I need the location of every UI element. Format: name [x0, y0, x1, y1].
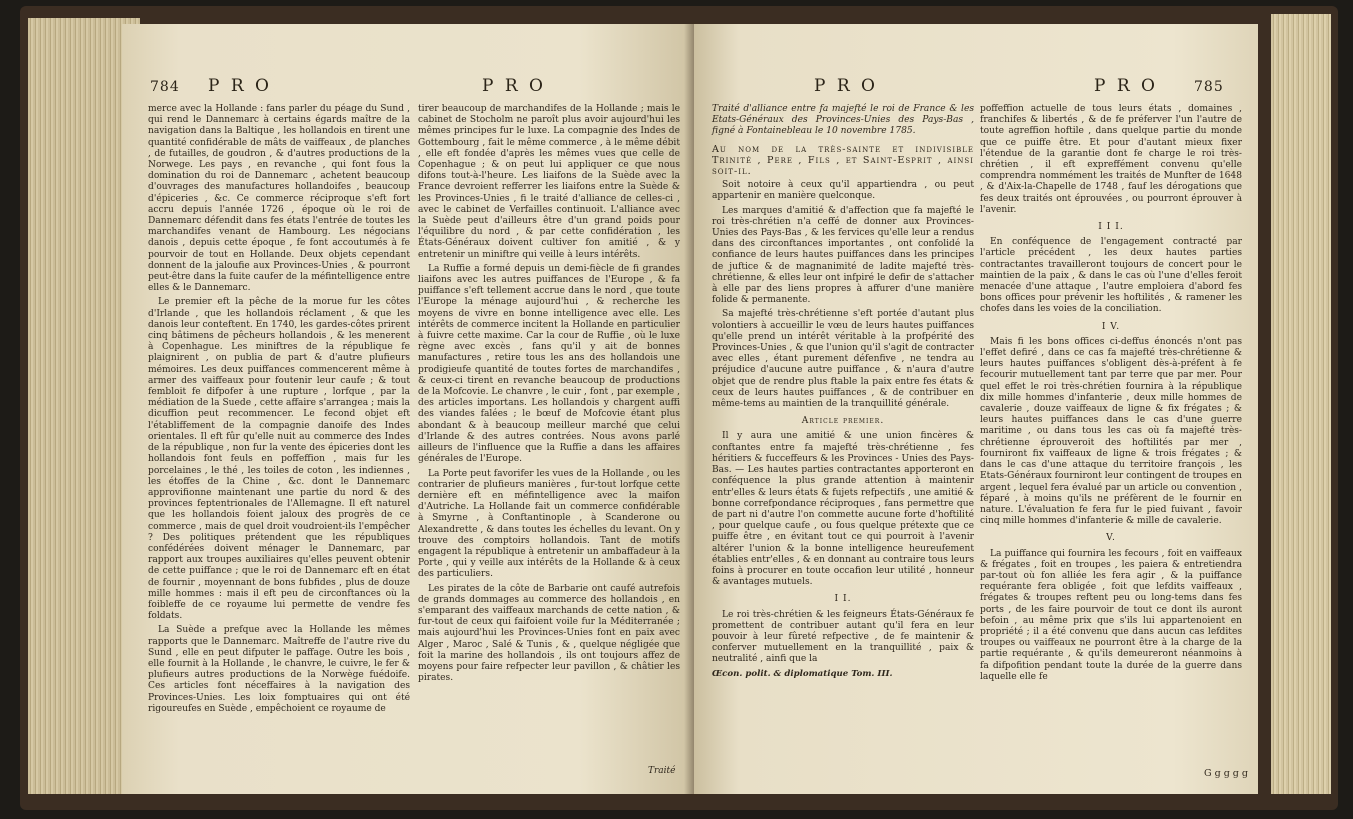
catchword: Traité [648, 766, 676, 776]
footer-note: Œcon. polit. & diplomatique Tom. III. [712, 668, 893, 679]
paragraph: En conféquence de l'engagement contracté par l'article précédent , les deux hautes parties contractantes travailleront toujours de concert pour le maintien de la paix , & dans le cas où l'une d'elles feroit menacée d'une attaque , l'autre emploiera d'abord fes bons offices pour prévenir les hoftilités , & ramener les chofes dans les voies de la conciliation. [980, 237, 1242, 315]
left-column-1 [148, 104, 410, 718]
treaty-title: Traité d'alliance entre fa majefté le roi de France & les Etats-Généraux des Provinces-Unies des Pays-Bas , figné à Fontainebleau le 10 novembre 1785. [712, 104, 974, 137]
right-column-2 [980, 104, 1242, 686]
paragraph: merce avec la Hollande : fans parler du péage du Sund , qui rend le Dannemarc à certains égards maître de la navigation dans la Baltique , les hollandois en tirent une quantité confidérable de mâts de vaiffeaux , de planches , de futailles, de goudron , & d'autres productions de la Norwege. Les pays , en revanche , qui font fous la domination du roi de Dannemarc , achetent beaucoup d'ouvrages des manufactures hollandoifes , beaucoup d'épiceries , &c. Ce commerce réciproque s'eft fort accru depuis l'année 1726 , époque où le roi de Dannemarc défendit dans fes états l'entrée de toutes les marchandifes venant de Hambourg. Les négocians danois , depuis cette époque , fe font accoutumés à fe pourvoir de tout en Hollande. Deux objets cependant donnent de la jaloufie aux Provinces-Unies , & pourront peut-être dans la fuite caufer de la méfintelligence entre elles & le Dannemarc. [148, 104, 410, 294]
paragraph: La Ruffie a formé depuis un demi-fiècle de fi grandes liaifons avec les autres puiffances de l'Europe , & fa puiffance s'eft tellement accrue dans le nord , que toute l'Europe la ménage aujourd'hui , & recherche les moyens de vivre en bonne intelligence avec elle. Les intérêts de commerce incitent la Hollande en particulier à fuivre cette maxime. Car la cour de Ruffie , où le luxe règne avec excès , fans qu'il y ait de bonnes manufactures , retire tous les ans des hollandois une prodigieufe quantité de toutes fortes de marchandifes , & ceux-ci tirent en revanche beaucoup de productions de la Mofcovie. Le chanvre , le cuir , font , par exemple , des articles importans. Les hollandois y chargent auffi des viandes falées ; le bœuf de Mofcovie étant plus abondant & à beaucoup meilleur marché que celui d'Irlande & des autres contrées. Nous avons parlé ailleurs de l'influence que la Ruffie a dans les affaires générales de l'Europe. [418, 263, 680, 465]
left-running-head-center: P R O [482, 76, 546, 96]
right-page-folio: 785 [1194, 79, 1224, 95]
paragraph: La Suède a prefque avec la Hollande les mêmes rapports que le Dannemarc. Maîtreffe de l'autre rive du Sund , elle en peut difputer le paffage. Outre les bois , elle fournit à la Hollande , le chanvre, le cuivre, le fer & plufieurs autres productions de la Norwège fuédoife. Ces articles font néceffaires à la navigation des Provinces-Unies. Les loix fomptuaires qui ont été rigoureufes en Suède , empêchoient ce royaume de [148, 625, 410, 714]
paragraph: Soit notoire à ceux qu'il appartiendra , ou peut appartenir en manière quelconque. [712, 180, 974, 202]
left-running-head: P R O [208, 76, 272, 96]
paragraph: Le roi très-chrétien & les feigneurs États-Généraux fe promettent de contribuer autant qu'il fera en leur pouvoir à leur fûreté refpective , de fe maintenir & conferver mutuellement en la tranquillité , paix & neutralité , ainfi que la [712, 609, 974, 665]
treaty-invocation: Au nom de la très-sainte et indivisible Trinité , Pere , Fils , et Saint-Esprit , ainsi soit-il. [712, 143, 974, 178]
right-page-edges [1271, 14, 1331, 794]
paragraph: Les pirates de la côte de Barbarie ont caufé autrefois de grands dommages au commerce des hollandois , en s'emparant des vaiffeaux marchands de cette nation , & fur-tout de ceux qui faifoient voile fur la Méditerranée ; mais aujourd'hui les Provinces-Unies font en paix avec Alger , Maroc , Salé & Tunis , & , quelque négligée que foit la marine des hollandois , ils ont toujours affez de moyens pour faire refpecter leur pavillon , & châtier les pirates. [418, 583, 680, 684]
paragraph: Le premier eft la pêche de la morue fur les côtes d'Irlande , que les hollandois réclament , & que les danois leur conteftent. En 1740, les gardes-côtes prirent cinq bâtimens de pêcheurs hollandois , & les menerent à Copenhague. Les miniftres de la république fe plaignirent , on publia de part & d'autre plufieurs mémoires. Les deux puiffances commencerent même à armer des vaiffeaux pour foutenir leur caufe ; & tout fembloit fe difpofer à une rupture , lorfque , par la médiation de la Suede , cette affaire s'arrangea ; mais la dicuffion peut recommencer. Le fecond objet eft l'établiffement de la compagnie danoife des Indes orientales. Il eft fûr qu'elle nuit au commerce des Indes de la république , non fur la vente des épiceries dont les hollandois font feuls en poffeffion , mais fur les porcelaines , le thé , les toiles de coton , les indiennes , les étoffes de la Chine , &c. dont le Dannemarc approvifionne maintenant une partie du nord & des provinces feptentrionales de l'Allemagne. Il eft naturel que les hollandois foient jaloux des progrès de ce commerce , mais de quel droit voudroient-ils l'empêcher ? Des politiques prétendent que les républiques confédérées doivent ménager le Dannemarc, par rapport aux troupes auxiliaires qu'elles peuvent obtenir de cette puiffance ; que le roi de Dannemarc eft en état de fournir , moyennant de bons fubfides , plus de douze mille hommes : mais il eft peu de circonftances où la foibleffe de ce royaume lui permette de vendre fes foldats. [148, 297, 410, 622]
article-heading: Article premier. [801, 416, 885, 427]
article-heading: I I. [834, 594, 852, 605]
left-column-2 [418, 104, 680, 687]
right-running-head-center: P R O [814, 76, 878, 96]
signature-mark: G g g g g [1204, 768, 1248, 779]
paragraph: Les marques d'amitié & d'affection que fa majefté le roi très-chrétien n'a ceffé de donner aux Provinces-Unies des Pays-Bas , & les fervices qu'elle leur a rendus dans des circonftances importantes , ont confolidé la confiance de leurs hautes puiffances dans les principes de juftice & de magnanimité de ladite majefté très-chrétienne, & elles leur ont infpiré le defir de s'attacher à elle par des liens propres à affurer d'une manière folide & permanente. [712, 205, 974, 306]
paragraph: poffeffion actuelle de tous leurs états , domaines , franchifes & libertés , & de fe préferver l'un l'autre de toute agreffion hoftile , dans quelque partie du monde que ce puiffe être. Et pour d'autant mieux fixer l'étendue de la garantie dont fe charge le roi très-chrétien , il eft expreffément convenu qu'elle comprendra nommément les traités de Munfter de 1648 , & d'Aix-la-Chapelle de 1748 , fauf les dérogations que fes deux traités ont éprouvées , ou pourront éprouver à l'avenir. [980, 104, 1242, 215]
right-page [694, 24, 1258, 794]
paragraph: La Porte peut favorifer les vues de la Hollande , ou les contrarier de plufieurs manières , fur-tout lorfque cette dernière eft en méfintelligence avec la maifon d'Autriche. La Hollande fait un commerce confidérable à Smyrne , à Conftantinople , à Scanderone ou Alexandrette , & dans toutes les échelles du levant. On y trouve des comptoirs hollandois. Tant de motifs engagent la république à entretenir un ambaffadeur à la Porte , qui y veille aux intérêts de la Hollande & à ceux des particuliers. [418, 468, 680, 580]
right-column-1 [712, 104, 974, 683]
paragraph: Mais fi les bons offices ci-deffus énoncés n'ont pas l'effet defiré , dans ce cas fa majefté très-chrétienne & leurs hautes puiffances s'obligent dès-à-préfent à fe fecourir mutuellement tant par terre que par mer. Pour quel effet le roi très-chrétien fournira à la république dix mille hommes d'infanterie , deux mille hommes de cavalerie , douze vaiffeaux de ligne & fix frégates ; & leurs hautes puiffances dans le cas d'une guerre maritime , ou dans tous les cas où fa majefté très-chrétienne éprouveroit des hoftilités par mer , fourniront fix vaiffeaux de ligne & trois frégates ; & dans le cas d'une attaque du territoire françois , les Etats-Généraux fourniront leur contingent de troupes en argent , lequel fera évalué par un article ou convention , féparé , à moins qu'ils ne préfèrent de le fournir en nature. L'évaluation fe fera fur le pied fuivant , favoir cinq mille hommes d'infanterie & mille de cavalerie. [980, 336, 1242, 527]
right-running-head: P R O [1094, 76, 1158, 96]
left-page [122, 24, 694, 794]
article-heading: I I I. [1098, 222, 1124, 233]
article-heading: V. [1106, 533, 1116, 544]
article-heading: I V. [1101, 321, 1121, 332]
paragraph: Sa majefté très-chrétienne s'eft portée d'autant plus volontiers à accueillir le vœu de leurs hautes puiffances qu'elle prend un intérêt véritable à la profpérité des Provinces-Unies , & que l'union qu'il s'agit de contracter avec elles , étant purement défenfive , ne tendra au préjudice d'aucune autre puiffance , & n'aura d'autre objet que de rendre plus ftable la paix entre fes états & ceux de leurs hautes puiffances , & de contribuer en même-tems au maintien de la tranquillité générale. [712, 309, 974, 410]
paragraph: La puiffance qui fournira les fecours , foit en vaiffeaux & frégates , foit en troupes , les paiera & entretiendra par-tout où fon alliée les fera agir , & la puiffance requérante fera obligée , foit que lefdits vaiffeaux , frégates & troupes reftent peu ou long-tems dans fes ports , de les faire pourvoir de tout ce dont ils auront befoin , au même prix que s'ils lui appartenoient en propriété ; il a été convenu que dans aucun cas lefdites troupes ou vaiffeaux ne pourront être à la charge de la partie requérante , & qu'ils demeureront néanmoins à fa difpofition pendant toute la durée de la guerre dans laquelle elle fe [980, 548, 1242, 682]
left-page-folio: 784 [150, 79, 180, 95]
paragraph: Il y aura une amitié & une union fincères & conftantes entre fa majefté très-chrétienne , fes héritiers & fucceffeurs & les Provinces - Unies des Pays-Bas. — Les hautes parties contractantes apporteront en conféquence la plus grande attention à maintenir entr'elles & leurs états & fujets refpectifs , une amitié & bonne correfpondance réciproques , fans permettre que de part ni d'autre l'on commette aucune forte d'hoftilité , pour quelque caufe , ou fous quelque prétexte que ce puiffe être , en évitant tout ce qui pourroit à l'avenir altérer l'union & la bonne intelligence heureufement établies entr'elles , & en donnant au contraire tous leurs foins à procurer en toute occafion leur utilité , honneur & avantages mutuels. [712, 431, 974, 588]
paragraph: tirer beaucoup de marchandifes de la Hollande ; mais le cabinet de Stocholm ne paroît plus avoir aujourd'hui les mêmes principes fur le luxe. La compagnie des Indes de Gottembourg , fait le même commerce , à le même débit , elle eft fondée d'après les mêmes vues que celle de Copenhague ; & on peut lui appliquer ce que nous difons tout-à-l'heure. Les liaifons de la Suède avec la France devroient refferrer les liaifons entre la Suède & les Provinces-Unies , fi le traité d'alliance de celles-ci , avec le cabinet de Verfailles continuoit. L'alliance avec la Suède peut d'ailleurs être d'un grand poids pour l'équilibre du nord , & par cette confidération , les États-Généraux doivent cultiver fon amitié , & y entretenir un miniftre qui veille à leurs intérêts. [418, 104, 680, 260]
